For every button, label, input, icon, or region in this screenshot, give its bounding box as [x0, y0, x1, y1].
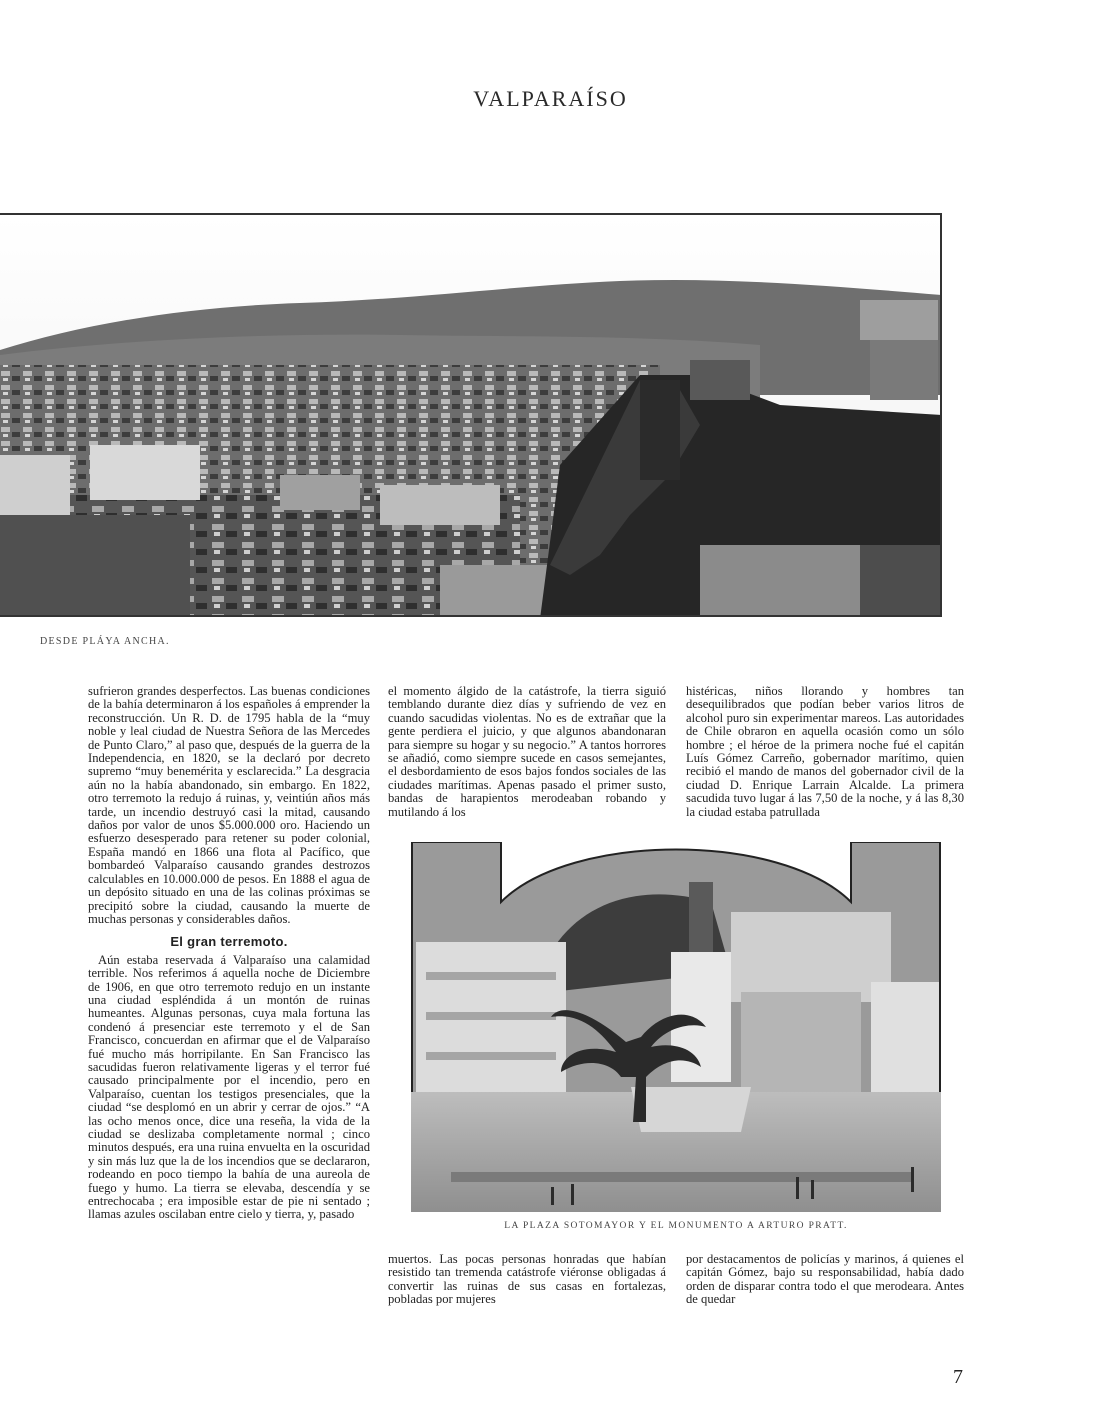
paragraph-col2-top: el momento álgido de la catástrofe, la tierra siguió temblando durante diez días y sufriendo de vez en cuando sacudidas violentas. No es de extrañar que la gente perdiera el juicio, y que algunos abandonaran para siempre su hogar y su negocio.” A tantos horrores se añadió, como siempre sucede en casos semejantes, el desbordamiento de esos bajos fondos sociales de las ciudades marítimas. Apenas pasado el primer susto, bandas de harapientos merodeaban robando y mutilando á los: [388, 684, 666, 819]
text-column-2-top: [388, 685, 666, 819]
page-number: 7: [953, 1366, 963, 1388]
paragraph-col3-bottom: por destacamentos de policías y marinos, á quienes el capitán Gómez, bajo su responsabilidad, había dado orden de disparar contra todo el que merodeara. Antes de quedar: [686, 1252, 964, 1307]
text-column-2-bottom: [388, 1253, 666, 1307]
text-column-1: [88, 685, 370, 1222]
paragraph-col3-top: histéricas, niños llorando y hombres tan desequilibrados que podían beber varios litros de alcohol puro sin experimentar mareos. Las autoridades de Chile obraron en aquella ocasión como un sólo hombre ; el héroe de la primera noche fué el capitán Luís Gómez Carreño, gobernador marítimo, quien recibió el mando de manos del gobernador civil de la ciudad D. Enrique Larrain Alcalde. La primera sacudida tuvo lugar á las 7,50 de la noche, y á las 8,30 la ciudad estaba patrullada: [686, 684, 964, 819]
paragraph-history: sufrieron grandes desperfectos. Las buenas condiciones de la bahía determinaron á los españoles á emprender la reconstrucción. Un R. D. de 1795 habla de la “muy noble y leal ciudad de Nuestra Señora de las Mercedes de Punto Claro,” al paso que, después de la guerra de la Independencia, en 1820, se la declaró por decreto supremo “muy benemérita y esclarecida.” La desgracia aún no la había abandonado, sin embargo. En 1822, otro terremoto la redujo á ruinas, y, veintiún años más tarde, un incendio destruyó casi la mitad, causando daños por valor de unos $5.000.000 oro. Haciendo un esfuerzo desesperado para retener su poder colonial, España mandó en 1866 una flota al Pacífico, que bombardeó Valparaíso causando grandes destrozos calculables en 10.000.000 de pesos. En 1888 el agua de un depósito situado en una de las colinas próximas se precipitó sobre la ciudad, causando la muerte de muchas personas y considerables daños.: [88, 684, 370, 926]
photo-desde-playa-ancha: [0, 213, 942, 617]
paragraph-col2-bottom: muertos. Las pocas personas honradas que habían resistido tan tremenda catástrofe viéronse obligadas á convertir las ruinas de sus casas en fortalezas, pobladas por mujeres: [388, 1252, 666, 1307]
text-column-3-bottom: [686, 1253, 964, 1307]
figure-caption-top: DESDE PLÁYA ANCHA.: [40, 636, 170, 647]
page-header-title: VALPARAÍSO: [473, 86, 628, 111]
paragraph-earthquake: Aún estaba reservada á Valparaíso una calamidad terrible. Nos referimos á aquella noche de Diciembre de 1906, en que otro terremoto redujo en un instante una ciudad espléndida á un montón de ruinas humeantes. Algunas personas, cuya mala fortuna las condenó á presenciar este terremoto y el de San Francisco, concuerdan en afirmar que el de Valparaíso fué mucho más horripilante. En San Francisco las sacudidas fueron relativamente ligeras y el terror fué causado principalmente por el incendio, pero en Valparaíso, cuentan los testigos presenciales, que la ciudad “se desplomó en un abrir y cerrar de ojos.” “A las ocho menos once, dice una reseña, la vida de la ciudad se deslizaba completamente normal ; cinco minutos después, era una ruina envuelta en la oscuridad y sin más luz que la de los incendios que se declararon, rodeando en poco tiempo la bahía de una aureola de fuego y humo. La tierra se elevaba, descendía y se entrechocaba ; era imposible estar de pie ni sentado ; llamas azules oscilaban entre cielo y tierra, y, pasado: [88, 952, 370, 1222]
figure-caption-plaza: LA PLAZA SOTOMAYOR Y EL MONUMENTO A ARTURO PRATT.: [504, 1221, 848, 1231]
section-heading: El gran terremoto.: [170, 934, 288, 950]
text-column-3-top: [686, 685, 964, 819]
photo-plaza-sotomayor: [411, 842, 941, 1212]
